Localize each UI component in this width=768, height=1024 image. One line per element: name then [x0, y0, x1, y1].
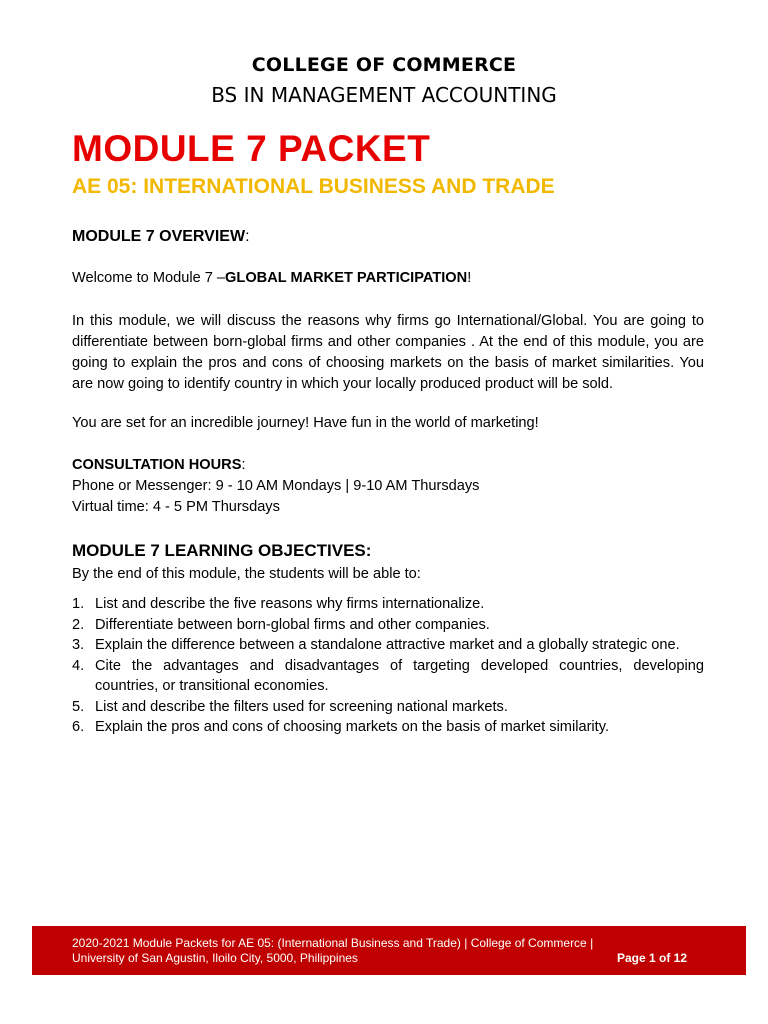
college-name: COLLEGE OF COMMERCE [251, 54, 517, 76]
list-item [72, 615, 704, 636]
program-name: BS IN MANAGEMENT ACCOUNTING [211, 83, 557, 107]
welcome-suffix: ! [467, 270, 472, 286]
consultation-heading [72, 455, 704, 476]
consultation-heading-colon: : [241, 457, 246, 473]
list-item-number: 5. [72, 698, 85, 715]
welcome-paragraph [72, 268, 704, 289]
footer-line-2: University of San Agustin, Iloilo City, 5000, Philippines [72, 951, 358, 965]
list-item [72, 635, 704, 656]
consultation-block [72, 455, 704, 518]
list-item-text: Differentiate between born-global firms and other companies. [95, 616, 490, 633]
list-item-text: Cite the advantages and disadvantages of targeting developed countries, developing countries, or transitional economies. [95, 657, 704, 694]
objectives-heading: MODULE 7 LEARNING OBJECTIVES: [72, 541, 372, 560]
overview-heading-text: MODULE 7 OVERVIEW [72, 228, 246, 245]
objectives-intro: By the end of this module, the students will be able to: [72, 566, 421, 582]
consultation-virtual: Virtual time: 4 - 5 PM Thursdays [72, 499, 280, 515]
consultation-heading-text: CONSULTATION HOURS [72, 457, 242, 473]
footer-line-1: 2020-2021 Module Packets for AE 05: (International Business and Trade) | College of Commerce | [72, 936, 594, 950]
list-item [72, 594, 704, 615]
module-title: MODULE 7 PACKET [72, 128, 431, 169]
list-item-number: 2. [72, 616, 85, 633]
list-item-text: List and describe the filters used for screening national markets. [95, 698, 508, 715]
overview-heading-colon: : [245, 228, 250, 245]
journey-paragraph: You are set for an incredible journey! Have fun in the world of marketing! [72, 415, 539, 431]
welcome-topic: GLOBAL MARKET PARTICIPATION [225, 270, 468, 286]
page-number: Page 1 of 12 [616, 951, 687, 965]
overview-heading [72, 228, 250, 246]
list-item [72, 697, 704, 718]
list-item-text: Explain the difference between a standalone attractive market and a globally strategic one. [95, 637, 680, 653]
course-title: AE 05: INTERNATIONAL BUSINESS AND TRADE [72, 175, 555, 198]
objectives-list [72, 594, 704, 738]
intro-paragraph: In this module, we will discuss the reasons why firms go International/Global. You are going to differentiate between born-global firms and other companies . At the end of this module, you are going to explain the pros and cons of choosing markets on the basis of market similarities. You are now going to identify country in which your locally produced product will be sold. [72, 313, 704, 392]
list-item-number: 3. [72, 637, 85, 653]
list-item-number: 4. [72, 657, 85, 674]
page-footer [32, 926, 746, 975]
consultation-phone: Phone or Messenger: 9 - 10 AM Mondays | 9-10 AM Thursdays [72, 478, 480, 494]
list-item [72, 717, 704, 738]
list-item-text: Explain the pros and cons of choosing markets on the basis of market similarity. [95, 719, 609, 735]
list-item-number: 1. [72, 596, 85, 612]
list-item [72, 656, 704, 697]
list-item-text: List and describe the five reasons why firms internationalize. [95, 596, 485, 612]
list-item-number: 6. [72, 719, 85, 735]
welcome-prefix: Welcome to Module 7 – [72, 270, 226, 286]
